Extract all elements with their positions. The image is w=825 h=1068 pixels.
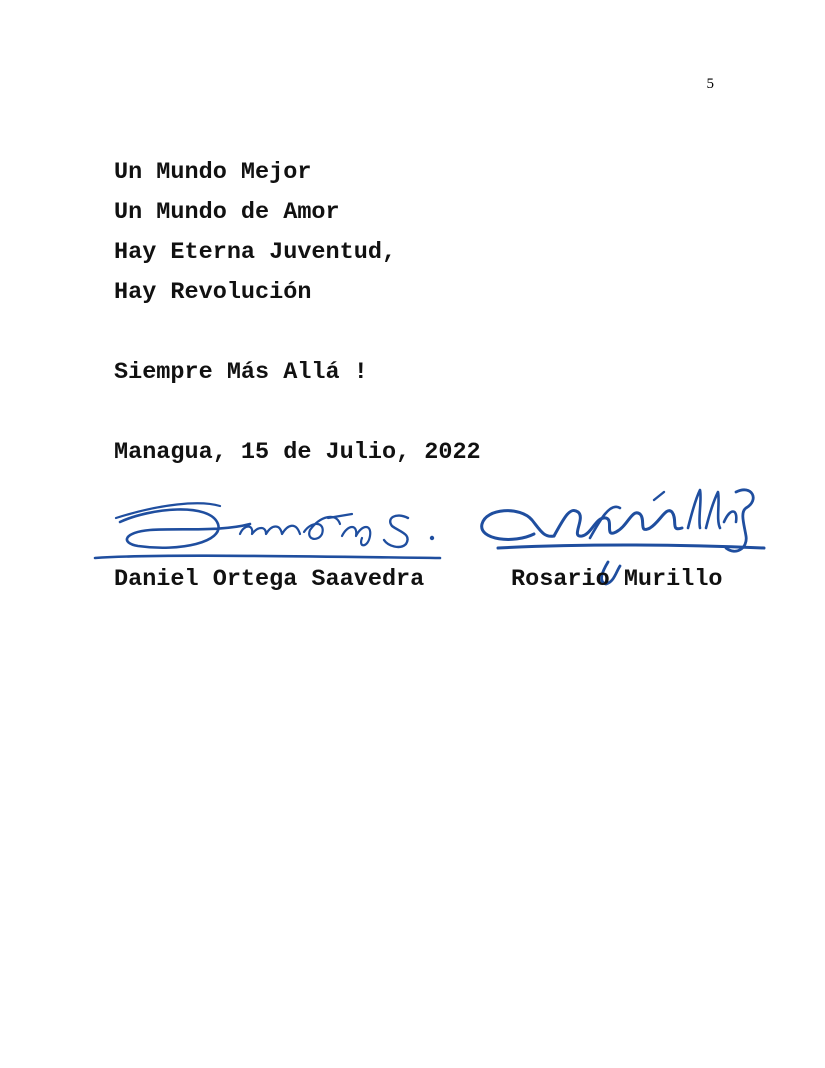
text-line: Hay Eterna Juventud, [114, 239, 397, 266]
page-number: 5 [706, 76, 714, 92]
text-line: Siempre Más Allá ! [114, 359, 368, 386]
signatory-name: Daniel Ortega Saavedra [114, 566, 425, 593]
text-line: Hay Revolución [114, 279, 312, 306]
date-line: Managua, 15 de Julio, 2022 [114, 439, 481, 466]
text-line: Un Mundo de Amor [114, 199, 340, 226]
signature-ortega-image [90, 494, 450, 570]
text-line: Un Mundo Mejor [114, 159, 312, 186]
signatory-name: Rosario Murillo [511, 566, 723, 593]
